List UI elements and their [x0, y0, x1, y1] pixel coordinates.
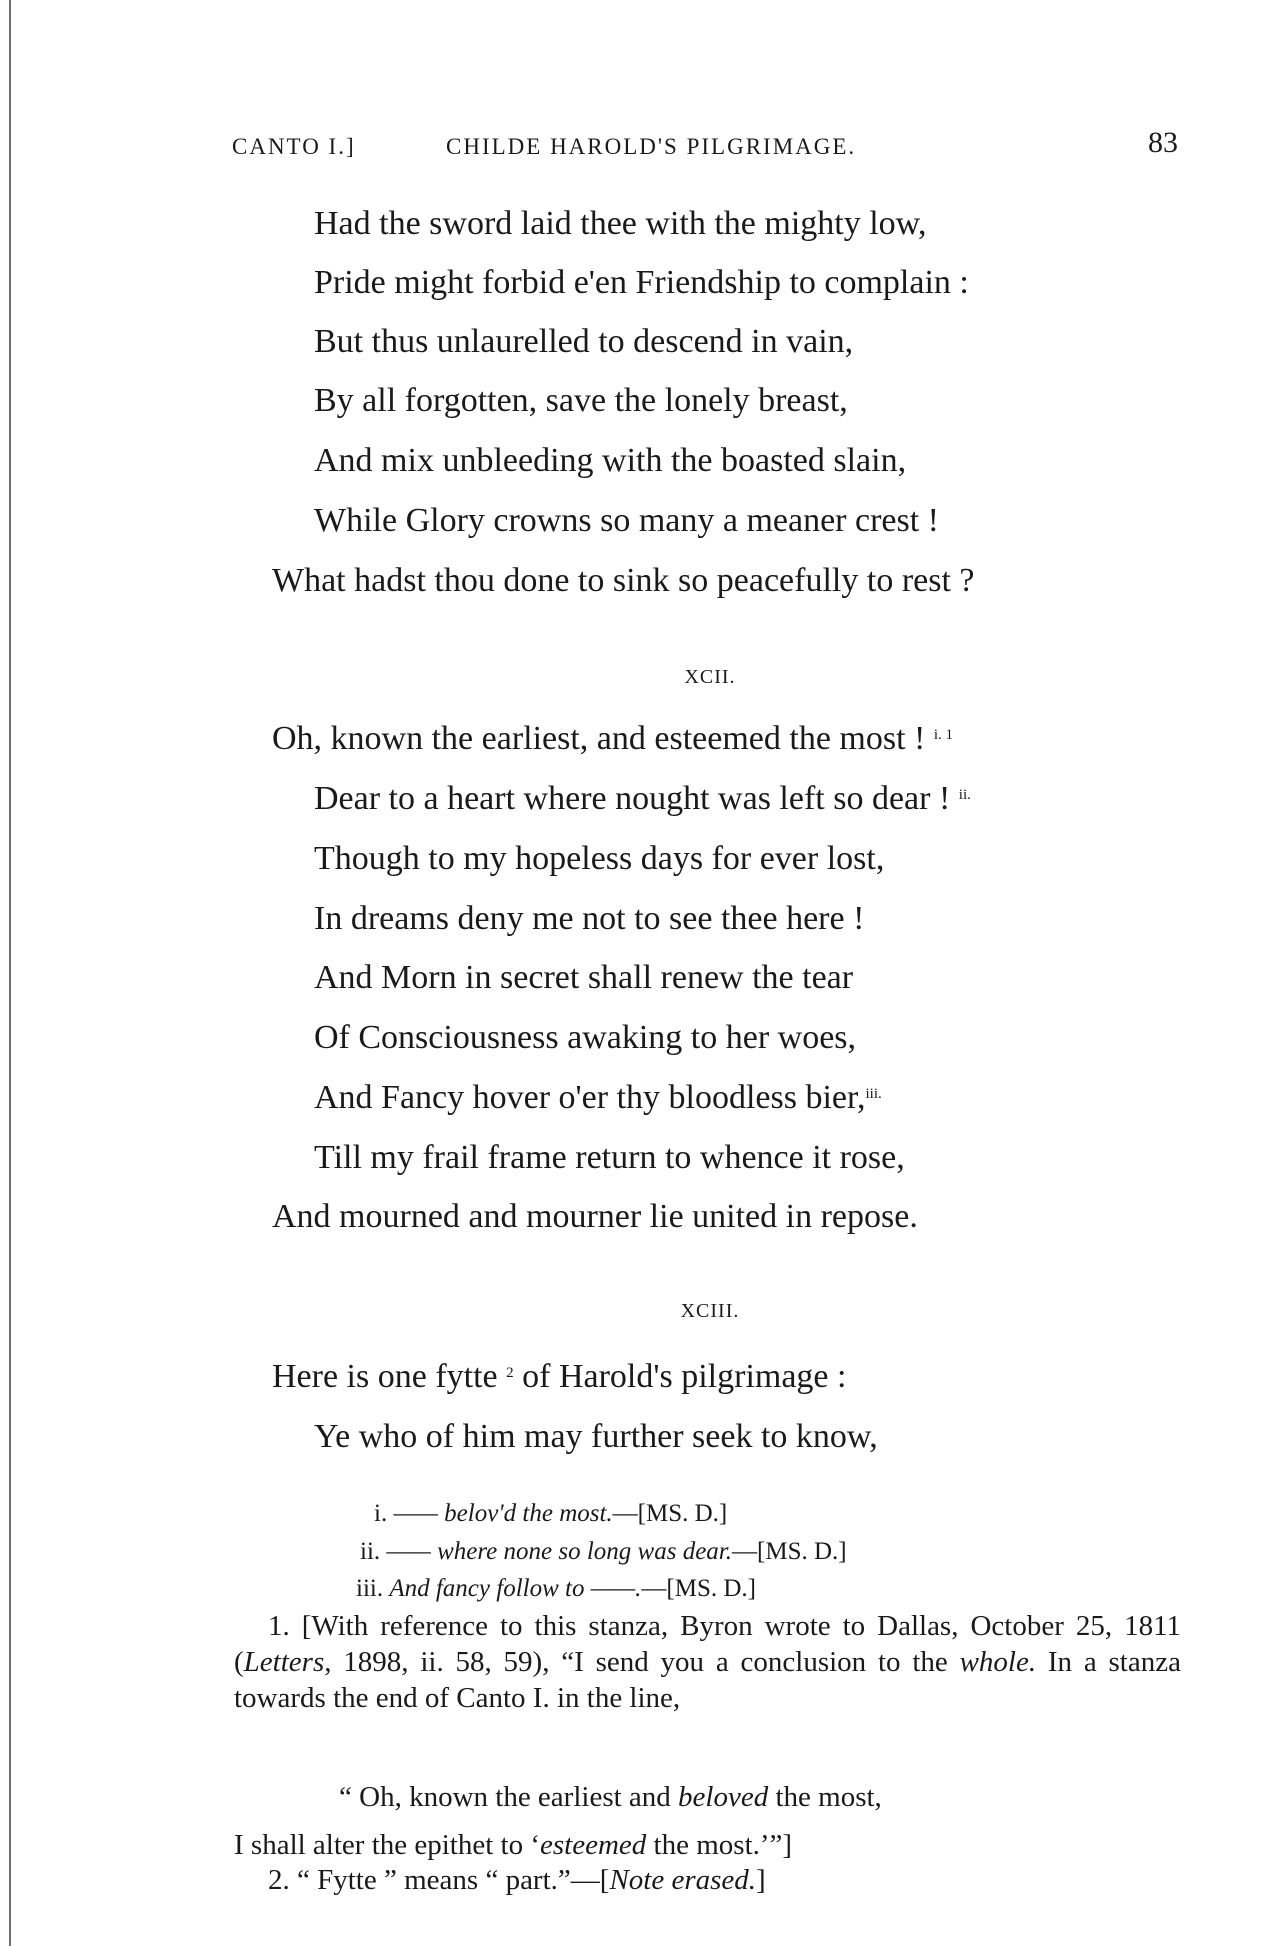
stanza-number: XCII. [684, 666, 736, 688]
footnote-text: , 1898, ii. 58, 59), “I send you a conclusion to the [324, 1646, 960, 1678]
footnote-text: In a stanza towards the end of Canto I. in the line, [234, 1646, 1181, 1714]
footnote-text: 1. [With reference to this stanza, Byron wrote to Dallas, October 25, 1811 ( [234, 1610, 1181, 1678]
verse-text: Oh, known the earliest, and esteemed the most ! [272, 720, 926, 757]
verse-line: But thus unlaurelled to descend in vain, [314, 323, 854, 360]
verse-line: In dreams deny me not to see thee here ! [314, 900, 865, 937]
verse-line [314, 1078, 882, 1118]
footnote-italic: Note erased. [609, 1864, 757, 1896]
footnote-marker[interactable]: i. 1 [933, 727, 954, 743]
variant-source: —[MS. D.] [612, 1500, 728, 1527]
verse-line: Till my frail frame return to whence it rose, [314, 1139, 905, 1176]
verse-line: While Glory crowns so many a meaner crest ! [314, 502, 939, 539]
variant-text: —— where none so long was dear. [386, 1538, 733, 1565]
running-head-canto: CANTO I.] [232, 134, 356, 159]
variant-item [360, 1538, 847, 1566]
verse-line: And mix unbleeding with the boasted slain, [314, 442, 907, 479]
footnote-marker[interactable]: ii. [958, 787, 971, 803]
footnote-1 [234, 1608, 1181, 1716]
verse-line: What hadst thou done to sink so peacefully to rest ? [272, 562, 975, 599]
footnote-marker[interactable]: 2 [506, 1365, 514, 1381]
verse-line: Pride might forbid e'en Friendship to complain : [314, 264, 969, 301]
page-number: 83 [1148, 126, 1178, 159]
variant-number: i. [374, 1500, 388, 1527]
verse-line: By all forgotten, save the lonely breast, [314, 382, 848, 419]
page-edge-scan-line [9, 0, 11, 1946]
stanza-number: XCIII. [680, 1300, 740, 1322]
verse-line: Ye who of him may further seek to know, [314, 1418, 878, 1455]
variant-item [374, 1500, 727, 1528]
footnote-text: “ Oh, known the earliest and [339, 1781, 679, 1813]
footnote-text: I shall alter the epithet to ‘ [234, 1829, 541, 1861]
verse-text: And Fancy hover o'er thy bloodless bier, [314, 1079, 866, 1116]
running-head-title: CHILDE HAROLD'S PILGRIMAGE. [446, 134, 857, 159]
verse-line: And Morn in secret shall renew the tear [314, 959, 854, 996]
verse-line: Had the sword laid thee with the mighty low, [314, 205, 927, 242]
verse-text: Here is one fytte [272, 1358, 498, 1395]
variant-source: —[MS. D.] [641, 1575, 757, 1602]
variant-item [356, 1575, 756, 1603]
footnote-italic: esteemed [540, 1829, 647, 1861]
verse-text: of Harold's pilgrimage : [522, 1358, 847, 1395]
verse-line [314, 779, 971, 819]
footnote-text: ] [756, 1864, 766, 1896]
footnote-italic: beloved [678, 1781, 769, 1813]
verse-line: And mourned and mourner lie united in repose. [272, 1198, 918, 1235]
footnote-quote [339, 1781, 882, 1814]
footnote-text: the most.’”] [646, 1829, 793, 1861]
variant-number: iii. [356, 1575, 384, 1602]
footnote-italic: Letters [243, 1646, 325, 1678]
footnote-marker[interactable]: iii. [865, 1086, 882, 1102]
verse-text: Dear to a heart where nought was left so dear ! [314, 780, 951, 817]
footnote-line [234, 1829, 792, 1862]
variant-text: —— belov'd the most. [393, 1500, 613, 1527]
variant-text: And fancy follow to ——. [389, 1575, 642, 1602]
footnote-italic: whole. [959, 1646, 1037, 1678]
verse-line: Though to my hopeless days for ever lost, [314, 840, 885, 877]
verse-line: Of Consciousness awaking to her woes, [314, 1019, 857, 1056]
footnote-text: 2. “ Fytte ” means “ part.”—[ [268, 1864, 610, 1896]
variant-source: —[MS. D.] [732, 1538, 847, 1565]
verse-line [272, 1357, 846, 1397]
variant-number: ii. [360, 1538, 381, 1565]
footnote-text: the most, [768, 1781, 882, 1813]
footnote-2 [268, 1864, 766, 1897]
verse-line [272, 719, 953, 759]
